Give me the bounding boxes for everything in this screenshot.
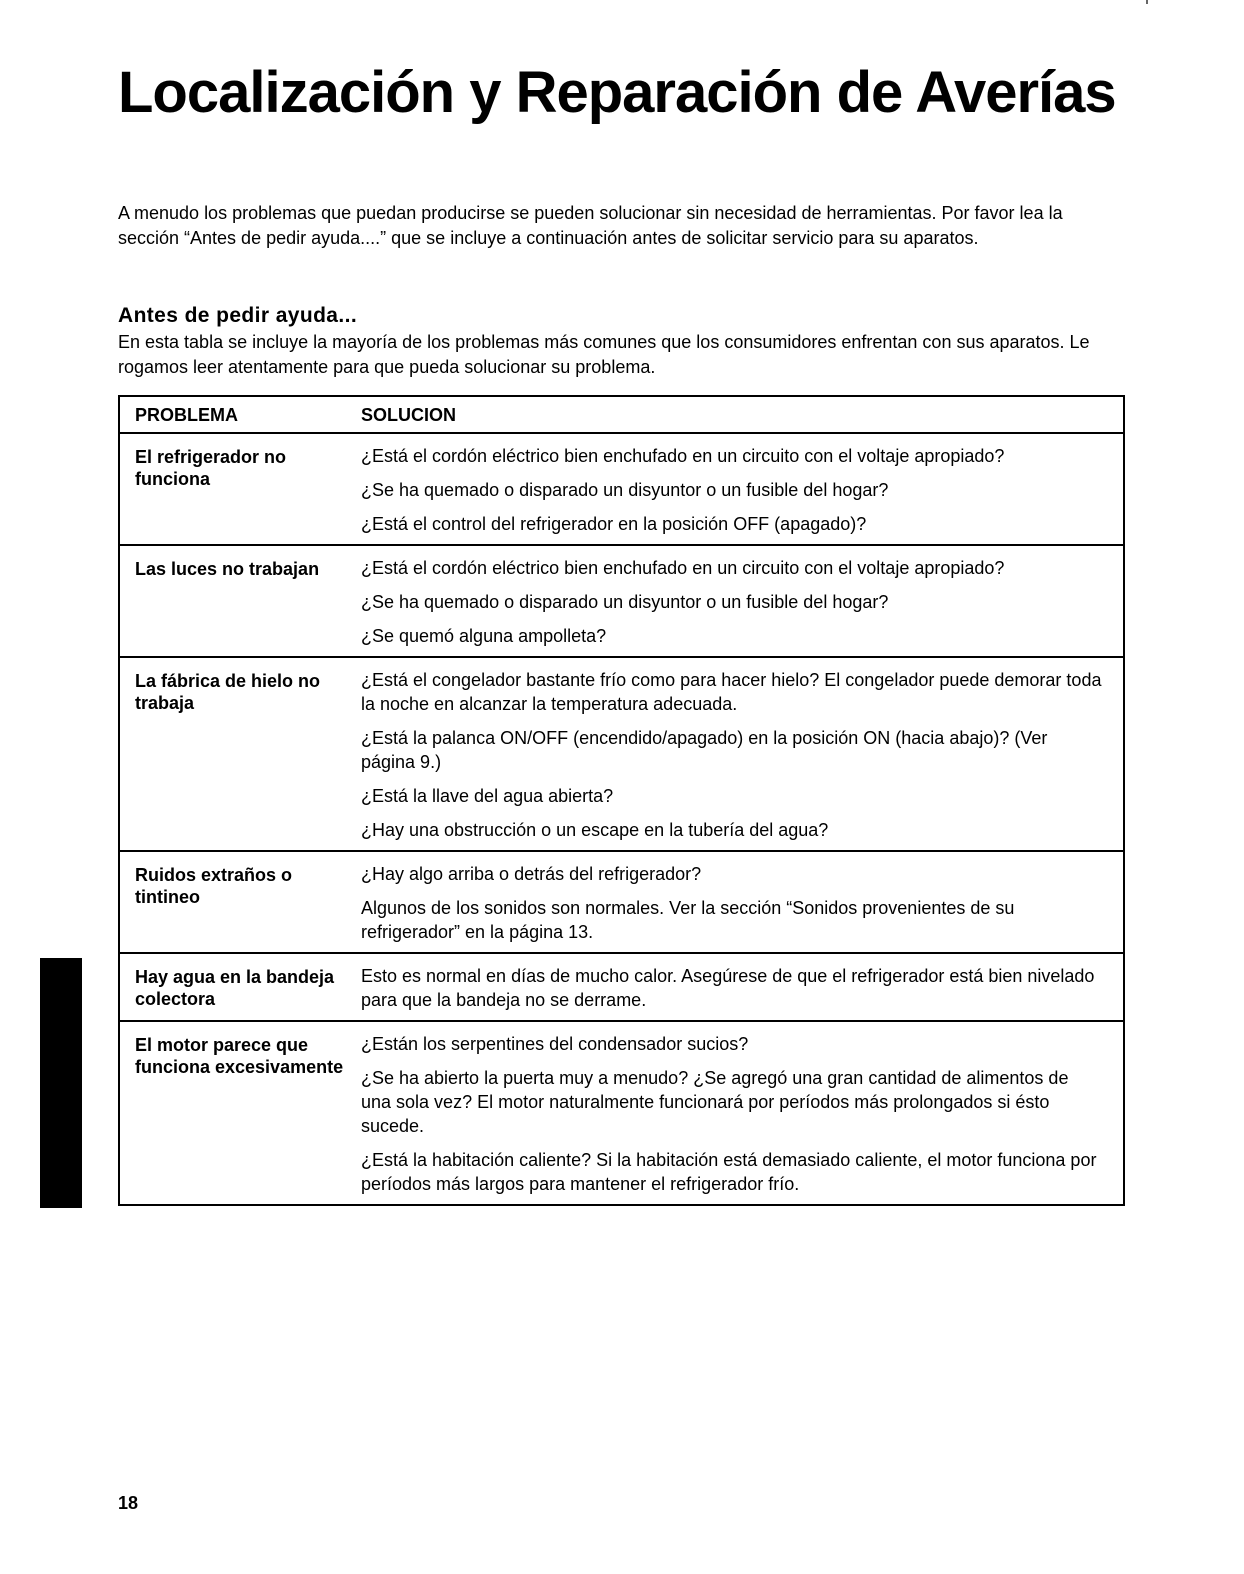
- problem-cell: Ruidos extraños o tintineo: [119, 851, 361, 953]
- problem-cell: El refrigerador no funciona: [119, 433, 361, 545]
- page-number: 18: [118, 1493, 139, 1513]
- problem-cell: Hay agua en la bandeja colectora: [119, 953, 361, 1021]
- solution-item: ¿Están los serpentines del condensador sucios?: [361, 1034, 749, 1054]
- table-header-row: [119, 396, 1124, 433]
- problem-cell: La fábrica de hielo no trabaja: [119, 657, 361, 851]
- solution-item: Algunos de los sonidos son normales. Ver la sección “Sonidos provenientes de su refrigerador” en la página 13.: [361, 898, 1015, 942]
- table-row: [119, 953, 1124, 1021]
- problem-cell: El motor parece que funciona excesivamente: [119, 1021, 361, 1205]
- solution-cell: [361, 953, 1124, 1021]
- table-row: [119, 545, 1124, 657]
- solution-item: ¿Hay una obstrucción o un escape en la tubería del agua?: [361, 820, 829, 840]
- solution-item: ¿Se quemó alguna ampolleta?: [361, 626, 607, 646]
- troubleshooting-table: [118, 395, 1125, 1206]
- solution-item: ¿Está la habitación caliente? Si la habitación está demasiado caliente, el motor funciona por períodos más largos para mantener el refrigerador frío.: [361, 1150, 1097, 1194]
- solution-item: ¿Está el control del refrigerador en la posición OFF (apagado)?: [361, 514, 867, 534]
- solution-item: ¿Se ha quemado o disparado un disyuntor o un fusible del hogar?: [361, 592, 889, 612]
- table-row: [119, 657, 1124, 851]
- header-solution: SOLUCION: [361, 396, 1124, 433]
- header-problem: PROBLEMA: [119, 396, 361, 433]
- solution-cell: [361, 433, 1124, 545]
- solution-item: ¿Hay algo arriba o detrás del refrigerador?: [361, 864, 702, 884]
- solution-cell: [361, 851, 1124, 953]
- solution-item: ¿Está la llave del agua abierta?: [361, 786, 614, 806]
- solution-item: ¿Está el cordón eléctrico bien enchufado en un circuito con el voltaje apropiado?: [361, 558, 1005, 578]
- solution-item: Esto es normal en días de mucho calor. Asegúrese de que el refrigerador está bien nivelado para que la bandeja no se derrame.: [361, 966, 1095, 1010]
- page-title: Localización y Reparación de Averías: [118, 60, 1116, 125]
- section-heading: Antes de pedir ayuda...: [118, 304, 358, 327]
- solution-item: ¿Se ha abierto la puerta muy a menudo? ¿Se agregó una gran cantidad de alimentos de una sola vez? El motor naturalmente funcionará por períodos más prolongados si ésto sucede.: [361, 1068, 1069, 1136]
- table-row: [119, 1021, 1124, 1205]
- section-description: En esta tabla se incluye la mayoría de los problemas más comunes que los consumidores enfrentan con sus aparatos. Le rogamos leer atentamente para que pueda solucionar su problema.: [118, 332, 1090, 377]
- solution-item: ¿Está la palanca ON/OFF (encendido/apagado) en la posición ON (hacia abajo)? (Ver página 9.): [361, 728, 1048, 772]
- problem-cell: Las luces no trabajan: [119, 545, 361, 657]
- solution-cell: [361, 1021, 1124, 1205]
- solution-item: ¿Está el cordón eléctrico bien enchufado en un circuito con el voltaje apropiado?: [361, 446, 1005, 466]
- solution-cell: [361, 545, 1124, 657]
- table-row: [119, 433, 1124, 545]
- corner-mark: [1146, 0, 1148, 4]
- section-tab-marker: [40, 958, 82, 1208]
- intro-paragraph: A menudo los problemas que puedan producirse se pueden solucionar sin necesidad de herramientas. Por favor lea la sección “Antes de pedir ayuda....” que se incluye a continuación antes de solicitar servicio para su aparatos.: [118, 203, 1063, 248]
- solution-item: ¿Se ha quemado o disparado un disyuntor o un fusible del hogar?: [361, 480, 889, 500]
- table-row: [119, 851, 1124, 953]
- solution-cell: [361, 657, 1124, 851]
- solution-item: ¿Está el congelador bastante frío como para hacer hielo? El congelador puede demorar toda la noche en alcanzar la temperatura adecuada.: [361, 670, 1102, 714]
